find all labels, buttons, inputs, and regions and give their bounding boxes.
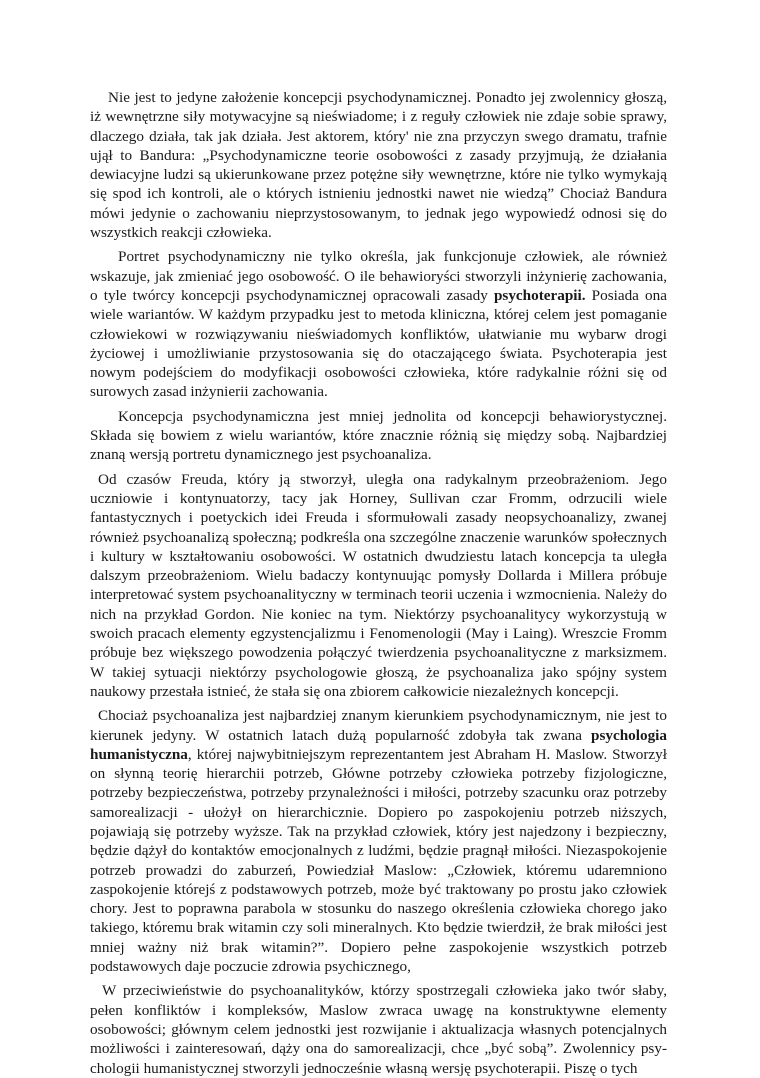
paragraph-2-text-a: Portret psychodynamiczny nie tylko określa, jak funkcjonuje człowiek, ale również wskazuje, jak zmieniać jego osobowość. O ile behawioryści stworzyli inżynierię zachowania, o tyle twórcy koncepcji psychodynamicznej opracowali zasady <box>90 248 667 304</box>
paragraph-5-text-a: Chociaż psychoanaliza jest najbardziej znanym kierunkiem psychodynamicznym, nie jest to kierunek jedyny. W ostatnich latach dużą popularność zdobyła tak zwana <box>90 707 667 744</box>
paragraph-3 <box>90 407 667 465</box>
paragraph-4 <box>90 470 667 702</box>
paragraph-1-text: Nie jest to jedyne założenie koncepcji psychodynamicznej. Ponadto jej zwolennicy głoszą, iż wewnętrzne siły motywacyjne są nieświadome; i z reguły człowiek nie zdaje sobie sprawy, dlaczego działa, tak jak działa. Jest aktorem, który' nie zna przyczyn swego dramatu, trafnie ujął to Bandura: „Psychodynamiczne teorie osobowości z zasady przyjmują, że działania dewiacyjne ludzi są ukierunkowane przez potężne siły wewnętrzne, które nie tylko wymykają się spod ich kontroli, ale o których istnieniu jednostki nawet nie wiedzą” Chociaż Bandura mówi jedynie o zachowaniu nieprzystosowanym, to jednak jego wypowiedź odnosi się do wszystkich reakcji człowieka. <box>90 89 667 242</box>
paragraph-1 <box>90 88 667 242</box>
paragraph-6-text: W przeciwieństwie do psychoanalityków, którzy spostrzegali człowieka jako twór słaby, pełen konfliktów i kompleksów, Maslow zwraca uwagę na konstruktywne elementy osobowości; głównym celem jednostki jest rozwijanie i aktualizacja własnych potencjalnych możliwości i zainteresowań, dąży ona do samorealizacji, chce „być sobą”. Zwolennicy psychologii humanistycznej stworzyli jednocześnie własną wersję psychoterapii. Piszę o tych <box>90 982 667 1077</box>
document-page <box>90 88 667 1078</box>
paragraph-2-text-b: Posiada ona wiele wariantów. W każdym przypadku jest to metoda kliniczna, której celem jest pomaganie człowiekowi w rozwiązywaniu nieświadomych konfliktów, ułatwianie mu wybarw drogi życiowej i umożliwianie przystosowania się do otaczającego świata. Psychoterapia jest nowym podejściem do modyfikacji osobowości człowieka, które radykalnie różni się od surowych zasad inżynierii zachowania. <box>90 286 667 401</box>
paragraph-2 <box>90 247 667 401</box>
term-psychologia-humanistyczna: psychologia humanistyczna <box>90 726 667 763</box>
paragraph-6 <box>90 981 667 1077</box>
paragraph-5 <box>90 706 667 976</box>
paragraph-4-text: Od czasów Freuda, który ją stworzył, uległa ona radykalnym przeobrażeniom. Jego uczniowie i kontynuatorzy, tacy jak Horney, Sullivan czar Fromm, odrzucili wiele fantastycznych i poetyckich idei Freuda i sformułowali zasady neopsychoanalizy, zwanej również psychoanalizą społeczną; podkreśla ona szczególne znaczenie warunków społecznych i kultury w kształtowaniu osobowości. W ostatnich dwudziestu latach koncepcja ta uległa dalszym przeobrażeniom. Wielu badaczy kontynuując pomysły Dollarda i Millera próbuje interpretować system psychoanalityczny w terminach teorii uczenia i wzmocnienia. Należy do nich na przykład Gordon. Nie koniec na tym. Niektórzy psychoanalitycy wykorzystują w swoich pracach elementy egzystencjalizmu i Fenomenologii (May i Laing). Wreszcie Fromm próbuje bez większego powodzenia połączyć twierdzenia psychoanalityczne z marksizmem. W takiej sytuacji niektórzy psychologowie głoszą, że psychoanaliza jako spójny system naukowy przestała istnieć, że stała się ona zbiorem całkowicie niezależnych koncepcji. <box>90 470 667 700</box>
paragraph-5-text-b: , której najwybitniejszym reprezentantem jest Abraham H. Maslow. Stworzył on słynną teorię hierarchii potrzeb, Główne potrzeby człowieka potrzeby fizjologiczne, potrzeby bezpieczeństwa, potrzeby przynależności i miłości, potrzeby szacunku oraz potrzeby samorealizacji - ułożył on hierarchicznie. Dopiero po zaspokojeniu potrzeb niższych, pojawiają się potrzeby wyższe. Tak na przykład człowiek, który jest najedzony i bezpieczny, będzie dążył do kontaktów emocjonalnych z ludźmi, będzie pragnął miłości. Niezaspokojenie potrzeb prowadzi do zaburzeń, Powiedział Maslow: „Człowiek, któremu udaremniono zaspokojenie którejś z podstawowych potrzeb, może być traktowany po prostu jako człowiek chory. Jest to poprawna parabola w stosunku do naszego określenia człowieka chorego jako takiego, któremu brak witamin czy soli mineralnych. Kto będzie twierdził, że brak miłości jest mniej ważny niż brak witamin?”. Dopiero pełne zaspokojenie wszystkich potrzeb podstawowych daje poczucie zdrowia psychicznego, <box>90 745 667 976</box>
paragraph-3-text: Koncepcja psychodynamiczna jest mniej jednolita od koncepcji behawiorystycznej. Składa się bowiem z wielu wariantów, które znacznie różnią się między sobą. Najbardziej znaną wersją portretu dynamicznego jest psychoanaliza. <box>90 407 667 464</box>
term-psychoterapii: psychoterapii. <box>493 286 586 304</box>
